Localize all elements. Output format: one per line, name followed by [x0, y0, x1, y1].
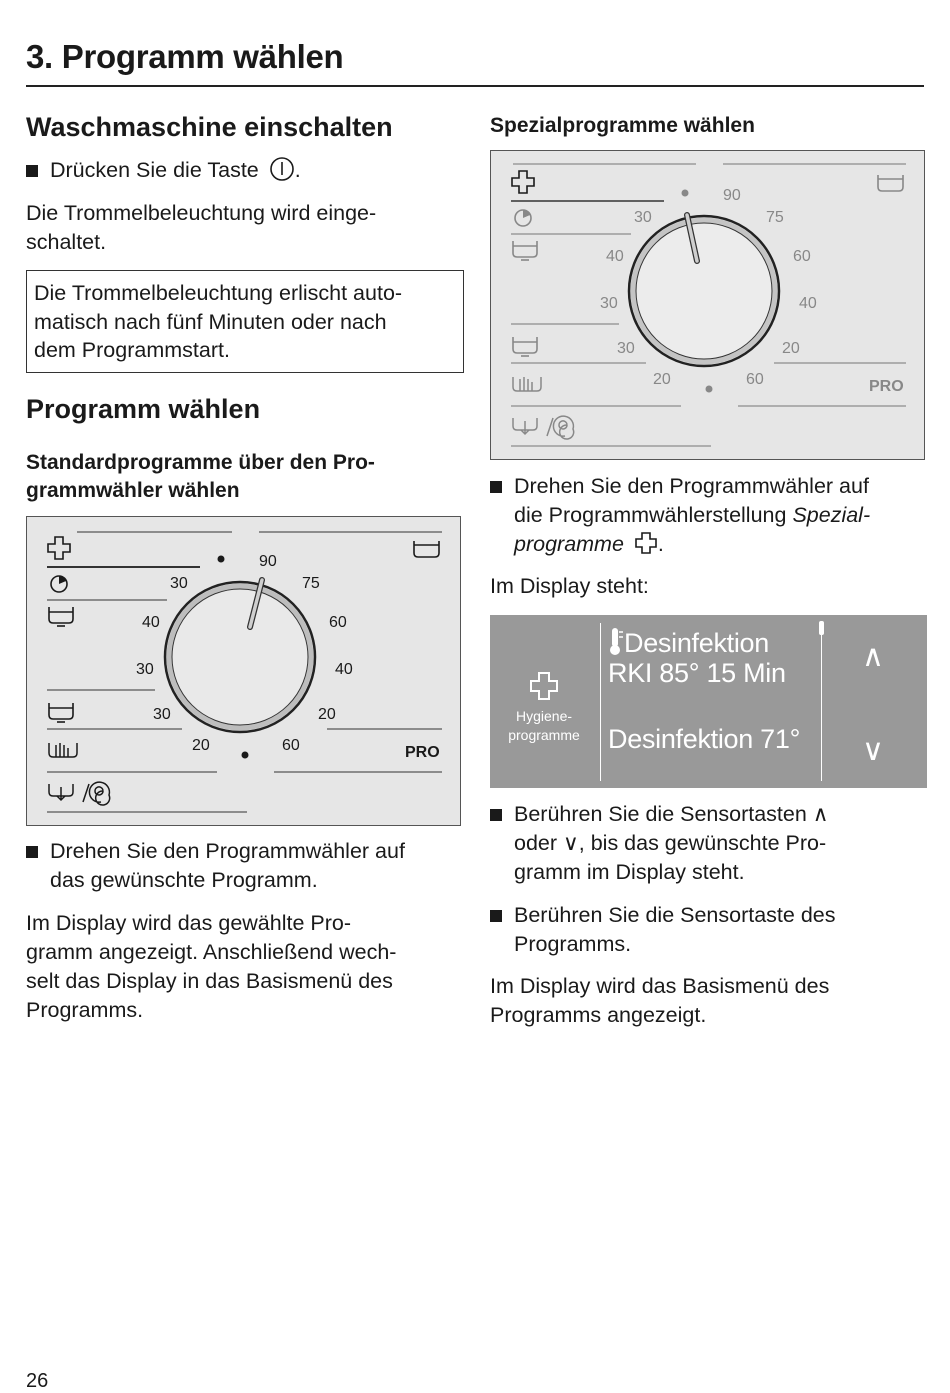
handwash-icon — [513, 377, 541, 391]
main-wash-tub-icon — [49, 703, 73, 722]
display-program-line-3[interactable]: Desinfektion 71° — [608, 724, 801, 754]
dial-label: 30 — [617, 340, 635, 357]
pro-label: PRO — [405, 744, 440, 761]
handwash-icon — [49, 743, 77, 757]
bullet-square — [490, 481, 502, 493]
up-arrow-icon: ∧ — [812, 802, 829, 826]
hygiene-cross-icon — [512, 171, 534, 193]
dial-label: 60 — [282, 737, 300, 754]
bullet-turn-to-special: Drehen Sie den Programmwähler auf die Programmwählerstellung Spezial- programme . — [490, 472, 950, 559]
bullet-square — [490, 910, 502, 922]
dial-label: 30 — [136, 661, 154, 678]
program-selector-panel-special — [490, 150, 925, 460]
power-icon — [269, 156, 295, 182]
program-dial-illustration-special — [491, 151, 925, 460]
bullet-square — [26, 165, 38, 177]
pro-label: PRO — [869, 378, 904, 395]
display-divider — [600, 623, 601, 781]
tub-icon — [414, 541, 439, 557]
subsection-title-special: Spezialprogramme wählen — [490, 114, 755, 137]
dial-label: 40 — [799, 295, 817, 312]
bullet-press-power: Drücken Sie die Taste . — [26, 156, 470, 185]
display-screen — [490, 615, 927, 788]
page-number: 26 — [26, 1370, 49, 1392]
hygiene-program-tile[interactable]: Hygiene- programme — [490, 671, 598, 745]
bullet-square — [490, 809, 502, 821]
dial-label: 40 — [335, 661, 353, 678]
up-arrow-icon[interactable]: ∧ — [862, 640, 884, 673]
timer-icon — [51, 576, 67, 592]
dial-label: 20 — [653, 371, 671, 388]
dial-label: 75 — [302, 575, 320, 592]
section-title-select-program: Programm wählen — [26, 394, 261, 424]
dial-label: 75 — [766, 209, 784, 226]
hygiene-cross-icon — [529, 671, 559, 701]
program-dial-illustration — [27, 517, 461, 826]
section-title-switch-on: Waschmaschine einschalten — [26, 112, 393, 142]
dial-label: 30 — [153, 706, 171, 723]
drain-spin-icon — [513, 416, 574, 439]
paragraph-drum-light: Die Trommelbeleuchtung wird einge- schaltet. — [26, 201, 377, 254]
thermometer-icon — [608, 626, 624, 656]
dial-label: 20 — [782, 340, 800, 357]
down-arrow-icon[interactable]: ∨ — [862, 734, 884, 767]
bullet-touch-sensor-arrows: Berühren Sie die Sensortasten ∧ oder ∨, bis das gewünschte Pro- gramm im Display steht. — [490, 800, 950, 887]
down-arrow-icon: ∨ — [563, 831, 579, 855]
display-program-line-2: RKI 85° 15 Min — [608, 658, 786, 688]
info-note-box: Die Trommelbeleuchtung erlischt auto- matisch nach fünf Minuten oder nach dem Programmstart. — [26, 270, 464, 373]
display-program-line-1[interactable]: Desinfektion — [608, 626, 769, 659]
paragraph-display-shows: Im Display wird das gewählte Pro- gramm angezeigt. Anschließend wech- selt das Display in das Basismenü des Programms. — [26, 911, 397, 1022]
dial-label: 90 — [723, 187, 741, 204]
paragraph-display-reads: Im Display steht: — [490, 574, 649, 598]
hygiene-cross-icon — [48, 537, 70, 559]
dial-label: 30 — [170, 575, 188, 592]
timer-icon — [515, 210, 531, 226]
dial-label: 20 — [318, 706, 336, 723]
title-rule — [26, 85, 924, 87]
paragraph-basic-menu: Im Display wird das Basismenü des Programms angezeigt. — [490, 974, 830, 1027]
scrollbar-thumb[interactable] — [819, 621, 824, 635]
prewash-tub-icon — [513, 241, 537, 260]
dial-label: 60 — [746, 371, 764, 388]
dial-label: 90 — [259, 553, 277, 570]
page-title: 3. Programm wählen — [26, 38, 344, 75]
program-selector-panel-standard — [26, 516, 461, 826]
display-divider — [821, 629, 822, 781]
dial-label: 20 — [192, 737, 210, 754]
hygiene-cross-icon — [634, 531, 658, 555]
dial-label: 30 — [634, 209, 652, 226]
drain-spin-icon — [49, 782, 110, 805]
main-wash-tub-icon — [513, 337, 537, 356]
subsection-title-standard: Standardprogramme über den Pro- grammwähler wählen — [26, 451, 375, 502]
dial-label: 60 — [329, 614, 347, 631]
bullet-square — [26, 846, 38, 858]
dial-label: 40 — [606, 248, 624, 265]
tub-icon — [878, 175, 903, 191]
dial-label: 30 — [600, 295, 618, 312]
prewash-tub-icon — [49, 607, 73, 626]
bullet-touch-program-sensor: Berühren Sie die Sensortaste des Programms. — [490, 901, 950, 959]
bullet-turn-selector: Drehen Sie den Programmwähler auf das gewünschte Programm. — [26, 837, 480, 895]
dial-label: 40 — [142, 614, 160, 631]
dial-label: 60 — [793, 248, 811, 265]
